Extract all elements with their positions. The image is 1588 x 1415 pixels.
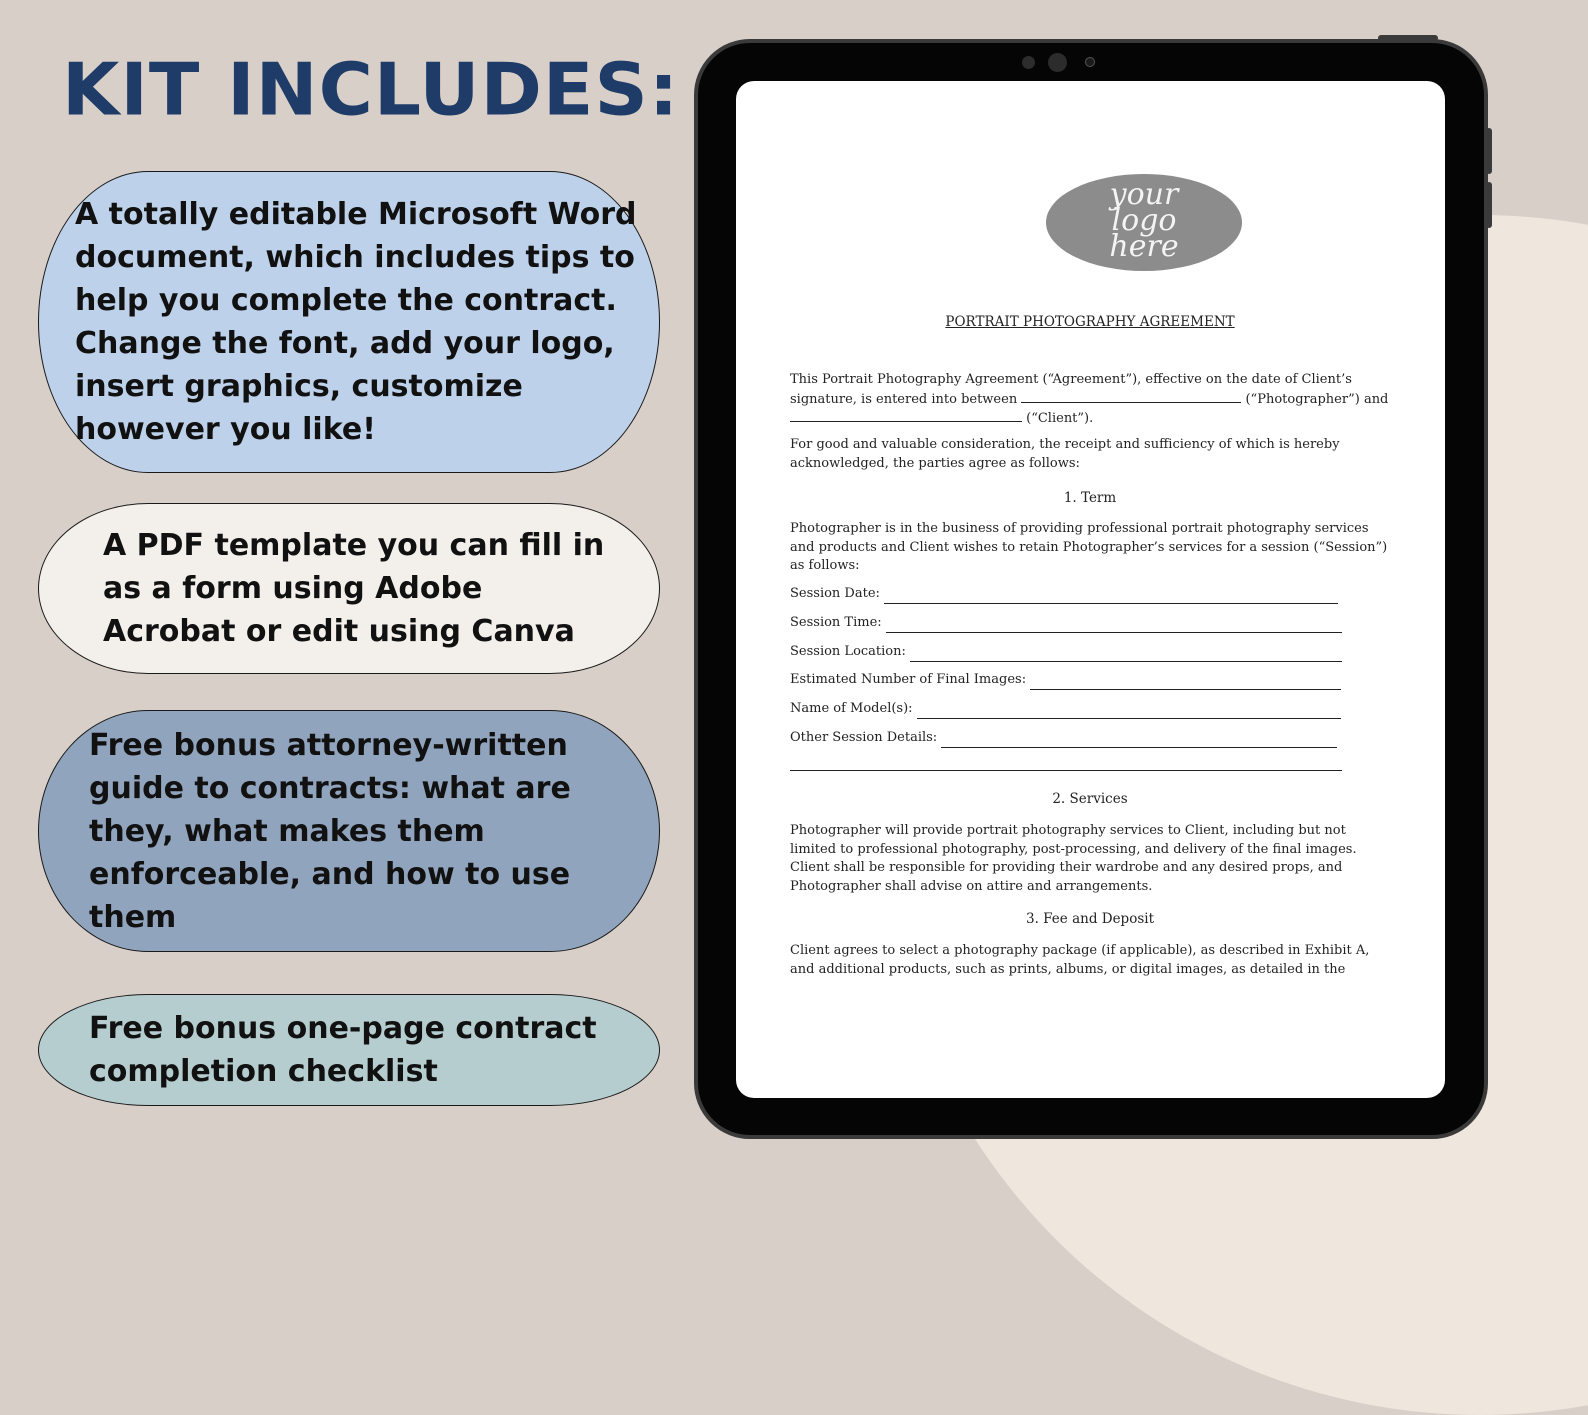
feature-card-guide [38,710,660,952]
photographer-blank [1021,390,1241,403]
term-paragraph: Photographer is in the business of providing professional portrait photography services and products and Client wishes to retain Photographer’s services for a session (“Session”) as follows: [790,521,1388,573]
headline: KIT INCLUDES: [62,47,680,133]
extra-details-line [790,770,1342,771]
feature-text: Free bonus one-page contract completion checklist [89,1011,597,1089]
field-label: Session Date: [790,586,880,601]
field-model-names [790,700,1341,719]
field-label: Session Time: [790,615,882,630]
logo-placeholder [1046,174,1242,271]
feature-text: A totally editable Microsoft Word document, which includes tips to help you complete the contract. Change the font, add your logo, insert graphics, customize however you like! [75,197,637,447]
field-label: Other Session Details: [790,730,938,745]
field-line [884,589,1338,604]
feature-card-checklist [38,994,660,1106]
intro-photographer: (“Photographer”) and [1245,391,1389,407]
services-paragraph: Photographer will provide portrait photography services to Client, including but not limited to professional photography, post-processing, and delivery of the final images. Client shall be responsible for providing their wardrobe and any desired props, and Photographer shall advise on attire and arrangements. [790,823,1357,894]
camera-icon [1085,57,1095,67]
feature-card-word [38,171,660,473]
intro-client: (“Client”). [1026,411,1094,426]
logo-text-line: logo [1111,203,1177,238]
field-session-location [790,643,1342,662]
field-session-date [790,585,1338,604]
field-image-count [790,671,1341,690]
consideration-paragraph: For good and valuable consideration, the receipt and sufficiency of which is hereby acknowledged, the parties agree as follows: [790,437,1340,471]
tablet-screen [736,81,1445,1098]
field-label: Name of Model(s): [790,701,913,716]
section-heading-services: 2. Services [1052,791,1128,807]
section-heading-term: 1. Term [1063,490,1117,506]
fee-paragraph: Client agrees to select a photography package (if applicable), as described in Exhibit A, and additional products, such as prints, albums, or digital images, as detailed in the [790,943,1370,977]
field-label: Session Location: [790,644,906,659]
field-label: Estimated Number of Final Images: [790,672,1027,687]
camera-icon [1022,56,1035,69]
field-session-time [790,614,1342,633]
intro-paragraph [790,371,1390,429]
field-other-details [790,729,1337,748]
field-line [910,647,1342,662]
feature-text: A PDF template you can fill in as a form using Adobe Acrobat or edit using Canva [103,528,605,649]
intro-text: This Portrait Photography Agreement (“Agreement”), effective on the date of Client’s signature, is entered into between [790,372,1352,407]
field-line [941,733,1337,748]
feature-text: Free bonus attorney-written guide to contracts: what are they, what makes them enforceable, and how to use them [89,727,571,935]
field-line [1030,675,1341,690]
camera-icon [1048,53,1067,72]
feature-card-pdf [38,503,660,674]
logo-text-line: here [1109,229,1179,264]
client-blank [790,409,1022,422]
logo-text-line: your [1109,177,1179,212]
field-line [917,704,1341,719]
section-heading-fee: 3. Fee and Deposit [1026,911,1154,927]
field-line [886,618,1342,633]
document-title: PORTRAIT PHOTOGRAPHY AGREEMENT [945,314,1235,330]
